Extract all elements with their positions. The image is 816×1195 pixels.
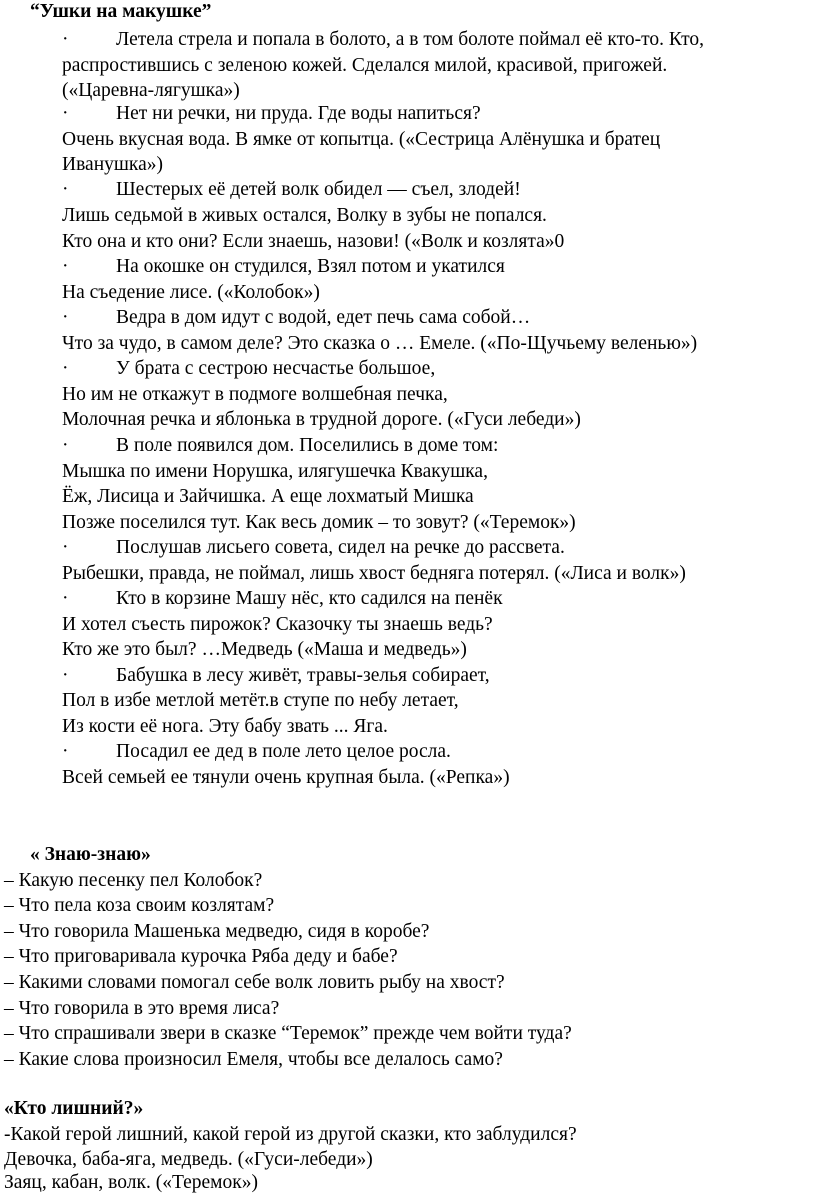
riddle-line: Но им не откажут в подмоге волшебная печка,: [62, 384, 448, 405]
riddle-line: («Царевна-лягушка»): [62, 80, 240, 101]
question-line: – Что спрашивали звери в сказке “Теремок” прежде чем войти туда?: [4, 1023, 572, 1044]
bullet-marker: ·: [62, 179, 69, 200]
section-title-znayu: « Знаю-знаю»: [30, 844, 151, 865]
section-title-ushki: “Ушки на макушке”: [30, 1, 212, 22]
riddle-line: Пол в избе метлой метёт.в ступе по небу летает,: [62, 690, 459, 711]
question-line: – Какие слова произносил Емеля, чтобы все делалось само?: [4, 1049, 503, 1070]
riddle-line: Иванушка»): [62, 154, 163, 175]
riddle-line: Бабушка в лесу живёт, травы-зелья собирает,: [116, 665, 490, 686]
riddle-line: Рыбешки, правда, не поймал, лишь хвост бедняга потерял. («Лиса и волк»): [62, 563, 686, 584]
question-line: – Что говорила Машенька медведю, сидя в коробе?: [4, 921, 430, 942]
riddle-line: И хотел съесть пирожок? Сказочку ты знаешь ведь?: [62, 614, 493, 635]
riddle-line: Кто в корзине Машу нёс, кто садился на пенёк: [116, 588, 503, 609]
riddle-line: Ёж, Лисица и Зайчишка. А еще лохматый Мишка: [62, 486, 474, 507]
bullet-marker: ·: [62, 256, 69, 277]
riddle-line: В поле появился дом. Поселились в доме том:: [116, 435, 499, 456]
riddle-line: На съедение лисе. («Колобок»): [62, 282, 320, 303]
riddle-line: Молочная речка и яблонька в трудной дороге. («Гуси лебеди»): [62, 409, 581, 430]
bullet-marker: ·: [62, 741, 69, 762]
body-line: -Какой герой лишний, какой герой из другой сказки, кто заблудился?: [4, 1124, 577, 1145]
bullet-marker: ·: [62, 103, 69, 124]
riddle-line: У брата с сестрою несчастье большое,: [116, 358, 436, 379]
riddle-line: Что за чудо, в самом деле? Это сказка о … Емеле. («По-Щучьему веленью»): [62, 333, 698, 354]
bullet-marker: ·: [62, 588, 69, 609]
question-line: – Какими словами помогал себе волк ловить рыбу на хвост?: [4, 972, 505, 993]
riddle-line: Лишь седьмой в живых остался, Волку в зубы не попался.: [62, 205, 547, 226]
question-line: – Что пела коза своим козлятам?: [4, 895, 275, 916]
riddle-line: Очень вкусная вода. В ямке от копытца. («Сестрица Алёнушка и братец: [62, 129, 661, 150]
body-line: Девочка, баба-яга, медведь. («Гуси-лебеди»): [4, 1149, 373, 1170]
bullet-marker: ·: [62, 358, 69, 379]
riddle-line: Летела стрела и попала в болото, а в том болоте поймал её кто-то. Кто,: [116, 29, 705, 50]
riddle-line: Кто она и кто они? Если знаешь, назови! («Волк и козлята»0: [62, 231, 565, 252]
question-line: – Какую песенку пел Колобок?: [4, 870, 263, 891]
riddle-line: Из кости её нога. Эту бабу звать ... Яга.: [62, 716, 388, 737]
body-line: Заяц, кабан, волк. («Теремок»): [4, 1172, 258, 1193]
riddle-line: Ведра в дом идут с водой, едет печь сама собой…: [116, 307, 531, 328]
bullet-marker: ·: [62, 665, 69, 686]
riddle-line: Мышка по имени Норушка, илягушечка Квакушка,: [62, 461, 488, 482]
riddle-line: Посадил ее дед в поле лето целое росла.: [116, 741, 451, 762]
riddle-line: Шестерых её детей волк обидел — съел, злодей!: [116, 179, 521, 200]
section-title-kto-lishniy: «Кто лишний?»: [4, 1098, 144, 1119]
riddle-line: Позже поселился тут. Как весь домик – то зовут? («Теремок»): [62, 512, 576, 533]
riddle-line: распростившись с зеленою кожей. Сделался милой, красивой, пригожей.: [62, 55, 668, 76]
riddle-line: На окошке он студился, Взял потом и укатился: [116, 256, 505, 277]
riddle-line: Кто же это был? …Медведь («Маша и медведь»): [62, 639, 467, 660]
bullet-marker: ·: [62, 537, 69, 558]
riddle-line: Послушав лисьего совета, сидел на речке до рассвета.: [116, 537, 565, 558]
question-line: – Что говорила в это время лиса?: [4, 998, 280, 1019]
question-line: – Что приговаривала курочка Ряба деду и бабе?: [4, 946, 398, 967]
bullet-marker: ·: [62, 307, 69, 328]
riddle-line: Всей семьей ее тянули очень крупная была. («Репка»): [62, 767, 510, 788]
bullet-marker: ·: [62, 29, 69, 50]
bullet-marker: ·: [62, 435, 69, 456]
riddle-line: Нет ни речки, ни пруда. Где воды напиться?: [116, 103, 481, 124]
